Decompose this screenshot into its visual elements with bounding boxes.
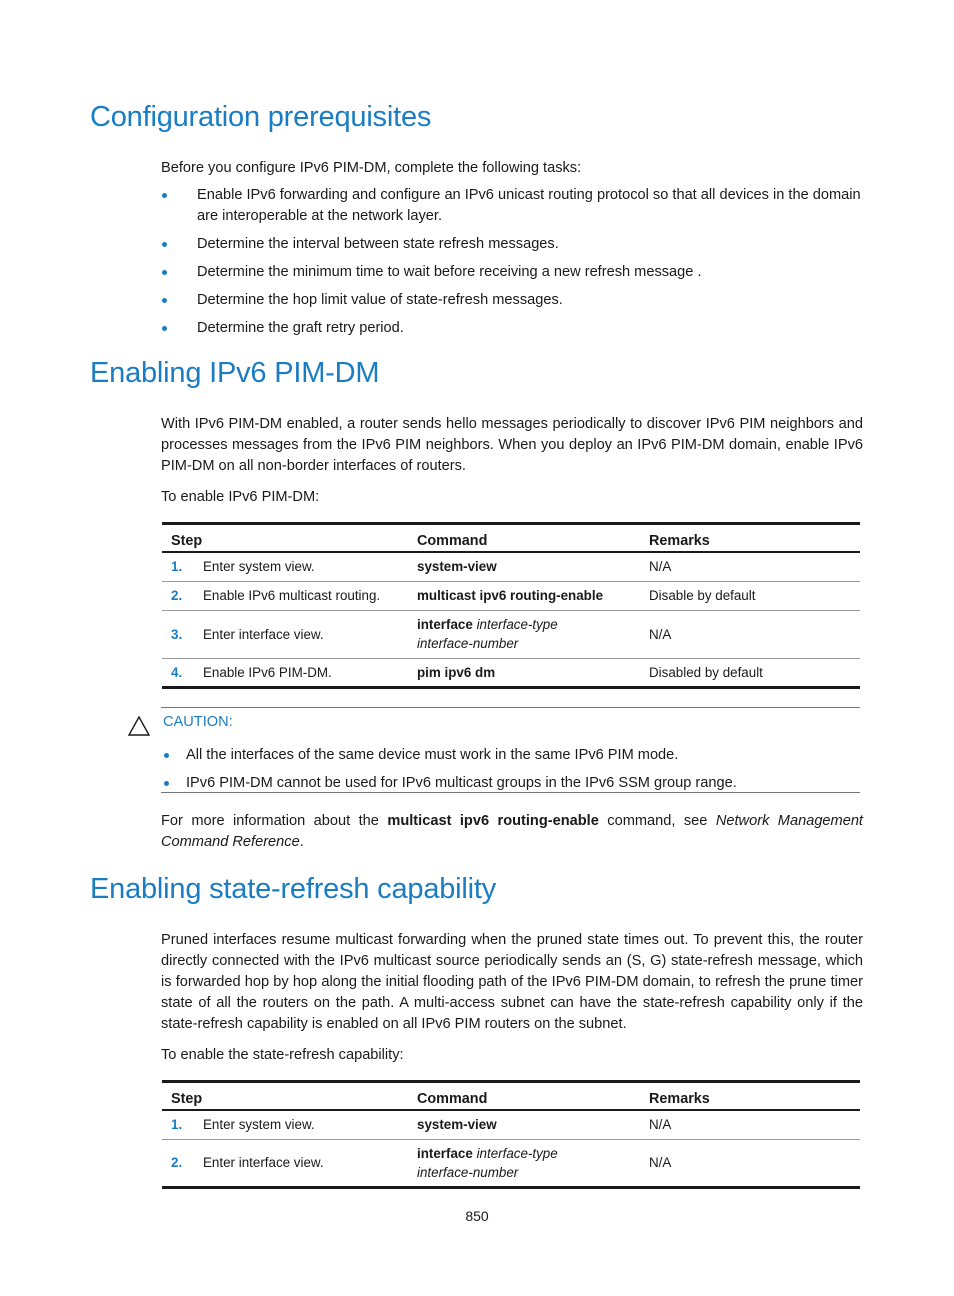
bullet-icon (164, 781, 169, 786)
heading-enabling-ipv6-pim-dm: Enabling IPv6 PIM-DM (90, 357, 380, 389)
caution-label: CAUTION: (163, 714, 233, 730)
table-header-row (162, 1082, 860, 1111)
prereq-intro: Before you configure IPv6 PIM-DM, complete the following tasks: (161, 160, 582, 176)
heading-enabling-state-refresh: Enabling state-refresh capability (90, 873, 497, 905)
col-header-step: Step (162, 524, 408, 553)
state-refresh-command-table (162, 1080, 860, 1189)
col-header-remarks: Remarks (640, 1082, 860, 1111)
bullet-icon (162, 270, 167, 275)
table-row: 4. Enable IPv6 PIM-DM. pim ipv6 dm Disabled by default (162, 658, 860, 687)
enable-lead: To enable IPv6 PIM-DM: (161, 489, 320, 505)
table-row: 3. Enter interface view. interface interface-type interface-number N/A (162, 610, 860, 658)
more-info-paragraph: For more information about the multicast ipv6 routing-enable command, see Network Management Command Reference. (161, 813, 863, 850)
bullet-icon (162, 242, 167, 247)
caution-box (161, 707, 860, 793)
list-item: IPv6 PIM-DM cannot be used for IPv6 multicast groups in the IPv6 SSM group range. (161, 769, 860, 797)
table-row: 2. Enter interface view. interface interface-type interface-number N/A (162, 1139, 860, 1187)
list-item: All the interfaces of the same device must work in the same IPv6 PIM mode. (161, 741, 860, 769)
caution-warning-icon (128, 716, 150, 736)
state-refresh-paragraph: Pruned interfaces resume multicast forwarding when the pruned state times out. To prevent this, the router directly connected with the IPv6 multicast source periodically sends an (S, G) state-refresh message, which is forwarded hop by hop along the initial flooding path of the IPv6 PIM-DM domain, to refresh the prune timer state of all the routers on the path. A multi-access subnet can have the state-refresh capability only if the state-refresh capability is enabled on all IPv6 PIM routers on the subnet. (161, 932, 863, 1032)
list-item: Determine the minimum time to wait before receiving a new refresh message . (161, 262, 863, 283)
list-item: Determine the interval between state refresh messages. (161, 234, 863, 255)
list-item: Determine the graft retry period. (161, 318, 863, 339)
bullet-icon (162, 326, 167, 331)
list-item: Enable IPv6 forwarding and configure an IPv6 unicast routing protocol so that all devices in the domain are interoperable at the network layer. (161, 185, 863, 227)
table-row: 2. Enable IPv6 multicast routing. multicast ipv6 routing-enable Disable by default (162, 581, 860, 610)
table-row: 1. Enter system view. system-view N/A (171, 559, 672, 575)
enable-paragraph: With IPv6 PIM-DM enabled, a router sends hello messages periodically to discover IPv6 PIM neighbors and processes messages from the IPv6 PIM neighbors. When you deploy an IPv6 PIM-DM domain, enable IPv6 PIM-DM on all non-border interfaces of routers. (161, 416, 863, 474)
state-refresh-lead: To enable the state-refresh capability: (161, 1047, 404, 1063)
table-header-row (162, 524, 860, 553)
col-header-command: Command (408, 524, 640, 553)
bullet-icon (164, 753, 169, 758)
command-reference-bold: multicast ipv6 routing-enable (387, 813, 599, 829)
col-header-command: Command (408, 1082, 640, 1111)
table-row: 1. Enter system view. system-view N/A (171, 1117, 672, 1133)
page-number: 850 (465, 1208, 489, 1224)
list-item: Determine the hop limit value of state-refresh messages. (161, 290, 863, 311)
col-header-remarks: Remarks (640, 524, 860, 553)
heading-configuration-prerequisites: Configuration prerequisites (90, 101, 432, 133)
caution-list (161, 741, 860, 797)
doc-reference-title: Network Management Command Reference (161, 813, 863, 850)
bullet-icon (162, 298, 167, 303)
col-header-step: Step (162, 1082, 408, 1111)
prereq-list (161, 185, 863, 339)
bullet-icon (162, 193, 167, 198)
enable-command-table (162, 522, 860, 689)
